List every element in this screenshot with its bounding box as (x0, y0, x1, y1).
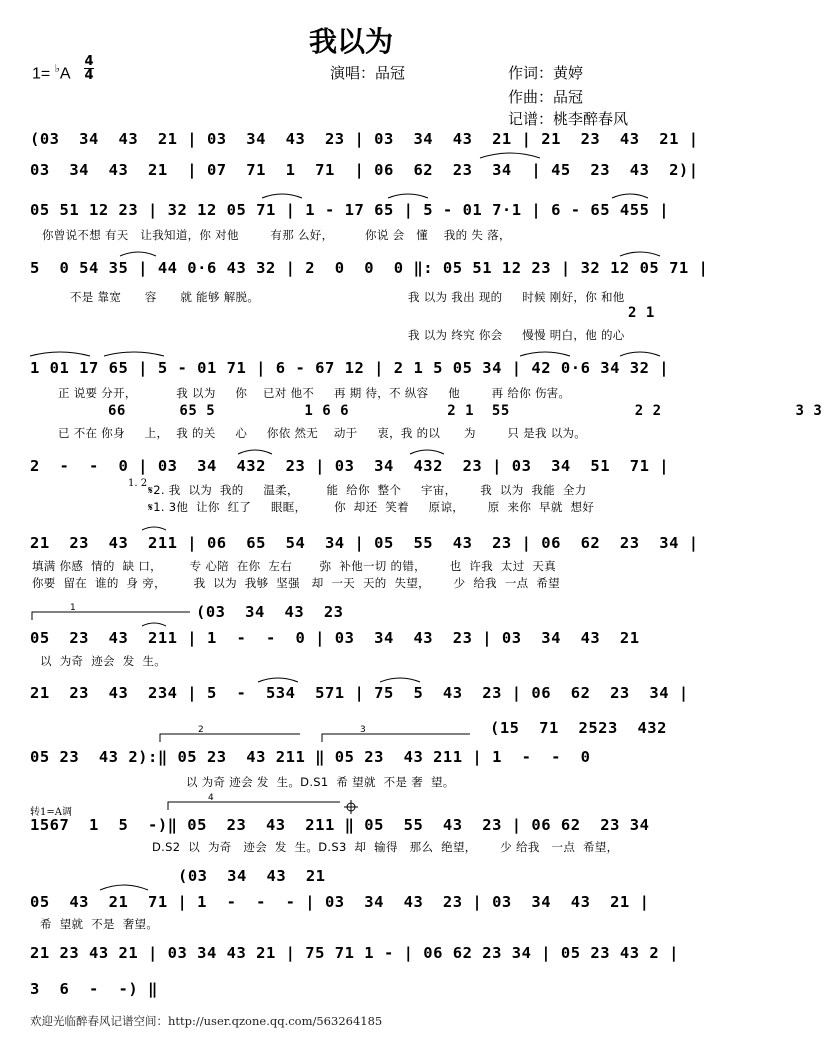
score-line-2: 03 34 43 21 | 07 71 1 71 | 06 62 23 34 | 45 23 43 2)| (30, 161, 699, 179)
time-top: 4 (84, 54, 94, 69)
lyric-line-8: 以 为奇 迹会 发 生。 (40, 654, 167, 668)
score-line-13: 21 23 43 21 | 03 34 43 21 | 75 71 1 - | 06 62 23 34 | 05 23 43 2 | (30, 944, 679, 962)
slur (612, 194, 648, 198)
volta-number-4: 4 (208, 793, 214, 803)
lyric-line-4a: 不是 靠宽 容 就 能够 解脱。 (70, 290, 260, 304)
score-line-14: 3 6 - -) ‖ (30, 980, 158, 998)
lyric-line-7b: 你要 留在 谁的 身 旁， 我 以为 我够 坚强 却 一天 天的 失望， 少 给我 一点 希望 (32, 576, 560, 590)
slur (520, 352, 570, 356)
score-line-10: 05 23 43 2):‖ 05 23 43 211 ‖ 05 23 43 211 | 1 - - 0 (30, 748, 591, 766)
slur (100, 885, 148, 890)
slur (30, 352, 90, 356)
volta-number-1: 1 (70, 603, 76, 613)
repeat-marker: 1. 2 (128, 478, 148, 489)
volta-number-3: 3 (360, 725, 366, 735)
score-line-6: 2 - - 0 | 03 34 432 23 | 03 34 432 23 | 03 34 51 71 | (30, 457, 670, 475)
slur (142, 623, 166, 626)
alt-note: 2 1 (628, 305, 655, 321)
transcriber-credit: 记谱：桃李醉春风 (508, 110, 629, 128)
composer-credit: 作曲：品冠 (508, 88, 584, 106)
lyricist-credit: 作词：黄婷 (508, 64, 584, 82)
lyric-line-5: 正 说要 分开， 我 以为 你 已对 他不 再 期 待，不 纵容 他 再 给你 伤害。 (58, 386, 571, 400)
flat-symbol: ♭ (54, 63, 60, 75)
score-line-10-intro: (15 71 2523 432 (490, 719, 667, 737)
lyric-line-12: 希 望就 不是 奢望。 (40, 917, 159, 931)
volta-bracket-2 (160, 734, 300, 742)
volta-bracket-3 (322, 734, 470, 742)
slur (388, 194, 428, 198)
lyric-line-10: 以 为奇 迹会 发 生。D.S1 希 望就 不是 奢 望。 (186, 775, 455, 789)
slur (262, 194, 302, 198)
score-line-1: (03 34 43 21 | 03 34 43 23 | 03 34 43 21 | 21 23 43 21 | (30, 130, 699, 148)
coda-icon (344, 800, 358, 814)
lyric-line-5b: 已 不在 你身 上， 我 的关 心 你依 然无 动于 衷，我 的以 为 只 是我 以为。 (58, 426, 587, 440)
lyric-line-4c: 我 以为 终究 你会 慢慢 明白，他 的心 (408, 328, 625, 342)
slur (142, 527, 166, 530)
lyric-line-6b: 𝄋1. 3他 让你 红了 眼眶， 你 却还 笑着 原谅， 原 来你 早就 想好 (148, 500, 595, 514)
lyric-line-3: 你曾说不想 有天 让我知道，你 对他 有那 么好， 你说 会 懂 我的 失 落， (42, 228, 511, 242)
slur (620, 352, 660, 356)
score-line-12-intro: (03 34 43 21 (178, 867, 326, 885)
lyric-line-11: D.S2 以 为奇 迹会 发 生。D.S3 却 输得 那么 绝望， 少 给我 一点 希望， (152, 840, 619, 854)
score-line-12: 05 43 21 71 | 1 - - - | 03 34 43 23 | 03 34 43 21 | (30, 893, 650, 911)
footer-text: 欢迎光临醉春风记谱空间：http://user.qzone.qq.com/563264185 (30, 1014, 383, 1028)
score-line-7: 21 23 43 211 | 06 65 54 34 | 05 55 43 23 | 06 62 23 34 | (30, 534, 699, 552)
modulation-note: 转1=A调 (30, 807, 72, 818)
volta-bracket-4 (168, 802, 340, 810)
lyric-line-6a: 𝄋2. 我 以为 我的 温柔， 能 给你 整个 宇宙， 我 以为 我能 全力 (148, 483, 587, 497)
slur (620, 252, 660, 256)
score-line-8: 05 23 43 211 | 1 - - 0 | 03 34 43 23 | 03 34 43 21 (30, 629, 640, 647)
slur (120, 252, 156, 256)
song-title: 我以为 (308, 25, 393, 58)
time-bottom: 4 (84, 68, 94, 83)
singer-credit: 演唱：品冠 (330, 64, 406, 82)
lyric-line-4b: 我 以为 我出 现的 时候 刚好，你 和他 (408, 290, 625, 304)
slur (480, 153, 540, 158)
key-prefix: 1= (32, 65, 55, 83)
score-line-11: 1567 1 5 -)‖ 05 23 43 211 ‖ 05 55 43 23 | 06 62 23 34 (30, 816, 650, 834)
slur (258, 678, 298, 682)
score-line-8-intro: (03 34 43 23 (196, 603, 344, 621)
score-line-3: 05 51 12 23 | 32 12 05 71 | 1 - 17 65 | 5 - 01 7·1 | 6 - 65 455 | (30, 201, 670, 219)
slur (104, 352, 164, 356)
volta-number-2: 2 (198, 725, 204, 735)
score-line-5: 1 01 17 65 | 5 - 01 71 | 6 - 67 12 | 2 1 5 05 34 | 42 0·6 34 32 | (30, 359, 670, 377)
key-note: A (59, 65, 71, 83)
score-line-9: 21 23 43 234 | 5 - 534 571 | 75 5 43 23 | 06 62 23 34 | (30, 684, 689, 702)
lyric-line-7a: 填满 你感 情的 缺 口， 专 心陪 在你 左右 弥 补他一切 的错， 也 许我 太过 天真 (32, 559, 557, 573)
slur (410, 450, 444, 454)
slur (238, 450, 272, 454)
slur (380, 678, 420, 682)
score-line-4: 5 0 54 35 | 44 0·6 43 32 | 2 0 0 0 ‖: 05 51 12 23 | 32 12 05 71 | (30, 259, 709, 277)
score-line-5b: 66 65 5 1 6 6 2 1 55 2 2 3 3 (108, 403, 822, 419)
volta-bracket-1 (32, 612, 190, 620)
